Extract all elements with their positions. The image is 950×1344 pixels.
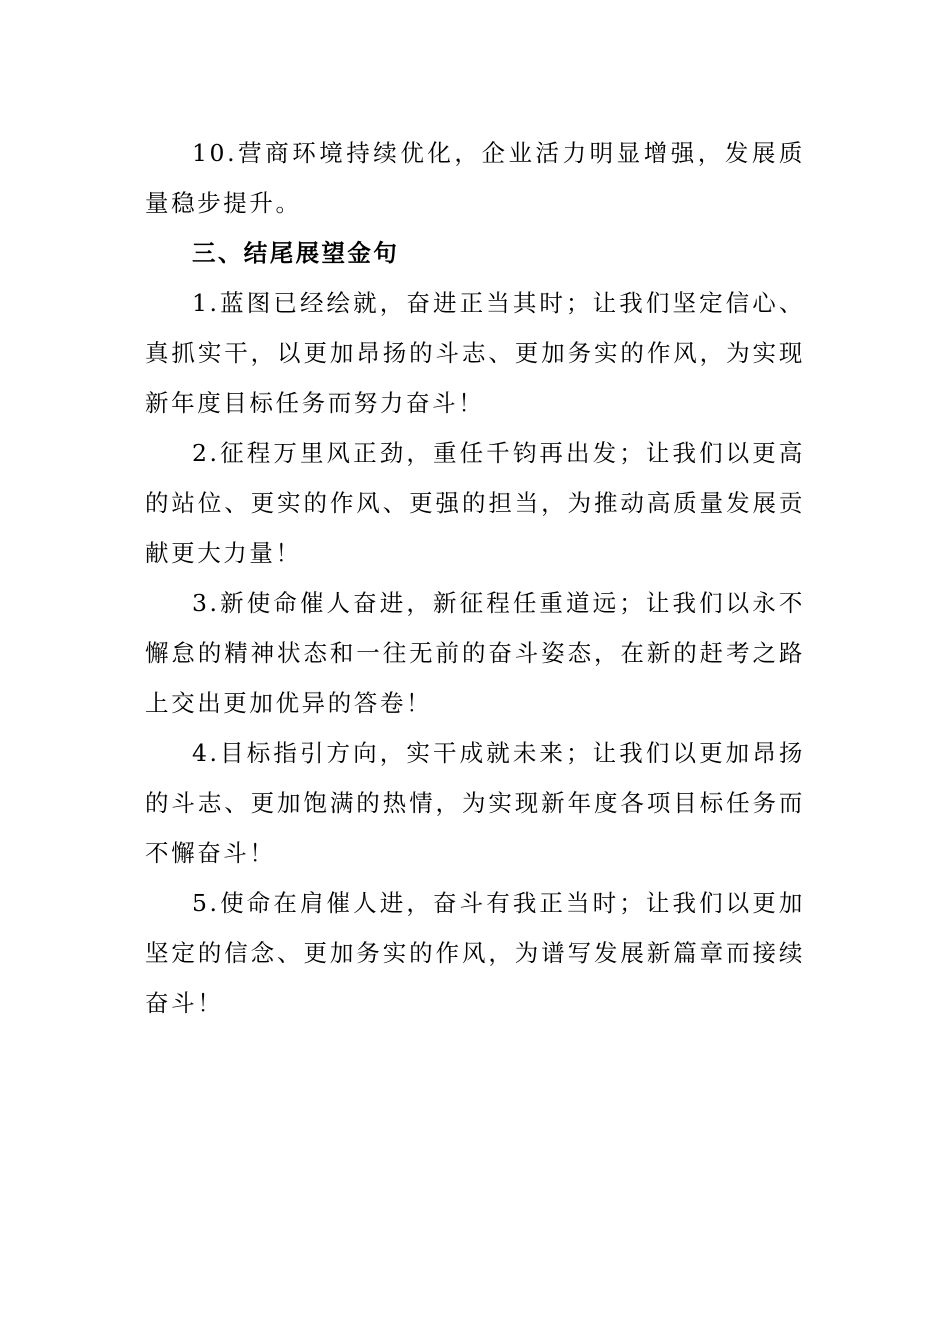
closing-item-2: 2.征程万里风正劲，重任千钧再出发；让我们以更高的站位、更实的作风、更强的担当，为推动高质量发展贡献更大力量！ — [145, 439, 805, 567]
closing-item-3: 3.新使命催人奋进，新征程任重道远；让我们以永不懈怠的精神状态和一往无前的奋斗姿态，在新的赶考之路上交出更加优异的答卷！ — [145, 589, 805, 717]
document-body — [145, 128, 805, 1028]
intro-paragraph: 10.营商环境持续优化，企业活力明显增强，发展质量稳步提升。 — [145, 139, 805, 217]
closing-item-5: 5.使命在肩催人进，奋斗有我正当时；让我们以更加坚定的信念、更加务实的作风，为谱写发展新篇章而接续奋斗！ — [145, 889, 805, 1017]
closing-item-1: 1.蓝图已经绘就，奋进正当其时；让我们坚定信心、真抓实干，以更加昂扬的斗志、更加务实的作风，为实现新年度目标任务而努力奋斗！ — [145, 289, 805, 417]
section-heading: 三、结尾展望金句 — [192, 239, 400, 267]
closing-item-4: 4.目标指引方向，实干成就未来；让我们以更加昂扬的斗志、更加饱满的热情，为实现新年度各项目标任务而不懈奋斗！ — [145, 739, 805, 867]
